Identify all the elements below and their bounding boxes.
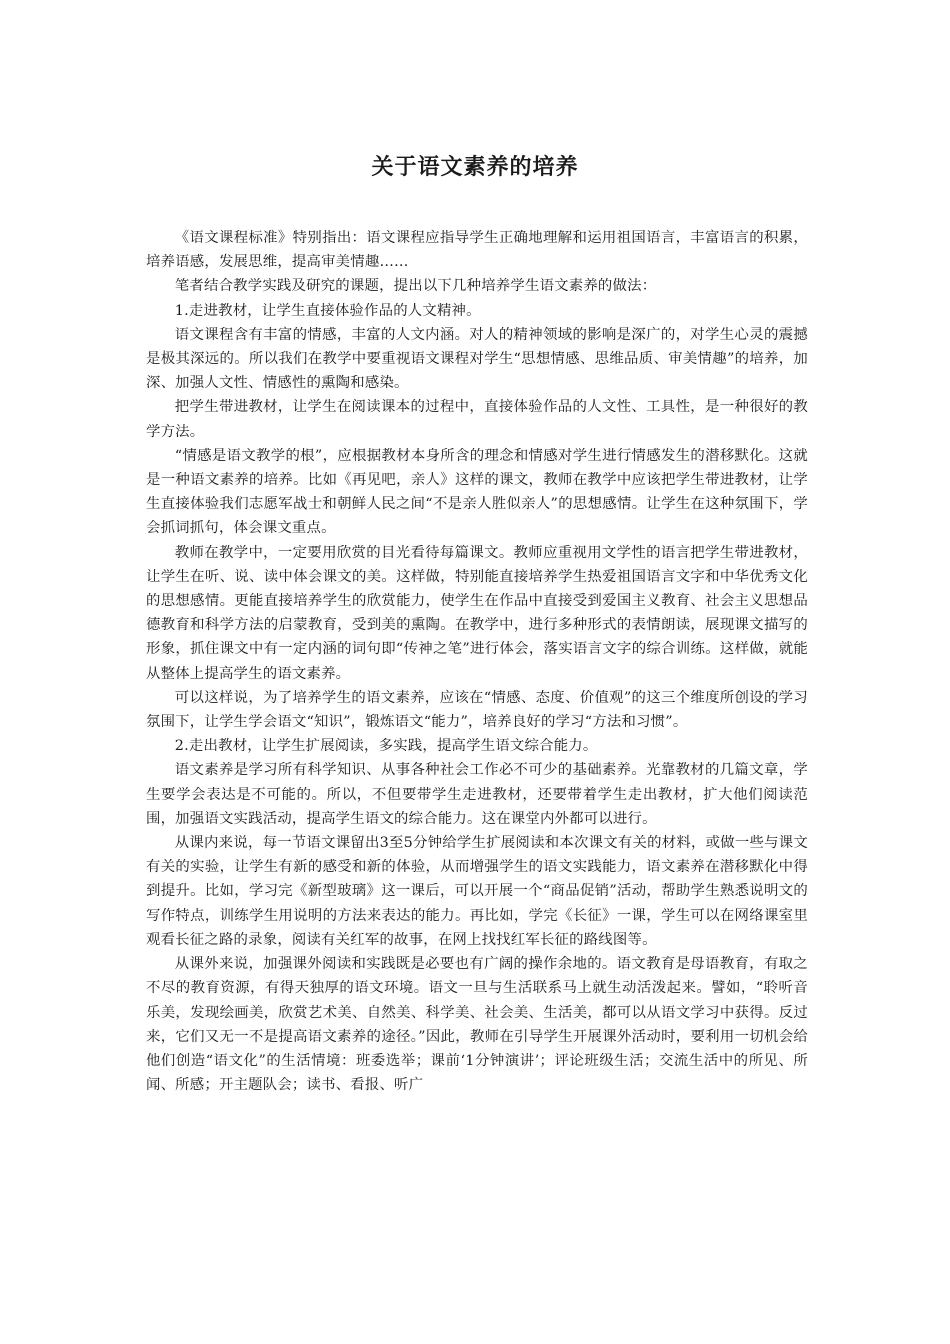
paragraph: 可以这样说，为了培养学生的语文素养，应该在“情感、态度、价值观”的这三个维度所创设的学习氛围下，让学生学会语文“知识”，锻炼语文“能力”，培养良好的学习“方法和习惯”。 <box>146 689 808 731</box>
section-heading-2: 2.走出教材，让学生扩展阅读，多实践，提高学生语文综合能力。 <box>174 738 598 755</box>
document-title: 关于语文素养的培养 <box>371 154 579 180</box>
paragraph: 语文素养是学习所有科学知识、从事各种社会工作必不可少的基础素养。光靠教材的几篇文章，学生要学会表达是不可能的。所以，不但要带学生走进教材，还要带着学生走出教材，扩大他们阅读范围，加强语文实践活动，提高学生语文的综合能力。这在课堂内外都可以进行。 <box>146 762 808 827</box>
paragraph: 从课外来说，加强课外阅读和实践既是必要也有广阔的操作余地的。语文教育是母语教育，有取之不尽的教育资源，有得天独厚的语文环境。语文一旦与生活联系马上就生动活泼起来。譬如，“聆听音乐美，发现绘画美，欣赏艺术美、自然美、科学美、社会美、生活美，都可以从语文学习中获得。反过来，它们又无一不是提高语文素养的途径。”因此，教师在引导学生开展课外活动时，要利用一切机会给他们创造“语文化”的生活情境：班委选举；课前‘1分钟演讲’；评论班级生活；交流生活中的所见、所闻、所感；开主题队会；读书、看报、听广 <box>146 956 808 1094</box>
paragraph-overview: 笔者结合教学实践及研究的课题，提出以下几种培养学生语文素养的做法： <box>174 278 657 295</box>
paragraph: 语文课程含有丰富的情感，丰富的人文内涵。对人的精神领域的影响是深广的，对学生心灵的震撼是极其深远的。所以我们在教学中要重视语文课程对学生“思想情感、思维品质、审美情趣”的培养，加深、加强人文性、情感性的熏陶和感染。 <box>146 326 808 392</box>
paragraph: 把学生带进教材，让学生在阅读课本的过程中，直接体验作品的人文性、工具性，是一种很好的教学方法。 <box>146 399 808 440</box>
paragraph: “情感是语文教学的根”，应根据教材本身所含的理念和情感对学生进行情感发生的潜移默化。这就是一种语文素养的培养。比如《再见吧，亲人》这样的课文，教师在教学中应该把学生带进教材，让学生直接体验我们志愿军战士和朝鲜人民之间“不是亲人胜似亲人”的思想感情。让学生在这种氛围下，学会抓词抓句，体会课文重点。 <box>146 447 808 537</box>
paragraph: 从课内来说，每一节语文课留出3至5分钟给学生扩展阅读和本次课文有关的材料，或做一些与课文有关的实验，让学生有新的感受和新的体验，从而增强学生的语文实践能力，语文素养在潜移默化中得到提升。比如，学习完《新型玻璃》这一课后，可以开展一个“商品促销”活动，帮助学生熟悉说明文的写作特点，训练学生用说明的方法来表达的能力。再比如，学完《长征》一课，学生可以在网络课室里观看长征之路的录象，阅读有关红军的故事，在网上找找红军长征的路线图等。 <box>146 835 808 948</box>
section-heading-1: 1.走进教材，让学生直接体验作品的人文精神。 <box>174 302 481 319</box>
paragraph: 教师在教学中，一定要用欣赏的目光看待每篇课文。教师应重视用文学性的语言把学生带进教材，让学生在听、说、读中体会课文的美。这样做，特别能直接培养学生热爱祖国语言文字和中华优秀文化的思想感情。更能直接培养学生的欣赏能力，使学生在作品中直接受到爱国主义教育、社会主义思想品德教育和科学方法的启蒙教育，受到美的熏陶。在教学中，进行多种形式的表情朗读，展现课文描写的形象，抓住课文中有一定内涵的词句即“传神之笔”进行体会，落实语言文字的综合训练。这样做，就能从整体上提高学生的语文素养。 <box>146 544 808 682</box>
document-body <box>146 226 808 1097</box>
paragraph-intro: 《语文课程标准》特别指出：语文课程应指导学生正确地理解和运用祖国语言，丰富语言的积累，培养语感，发展思维，提高审美情趣…… <box>146 230 808 271</box>
